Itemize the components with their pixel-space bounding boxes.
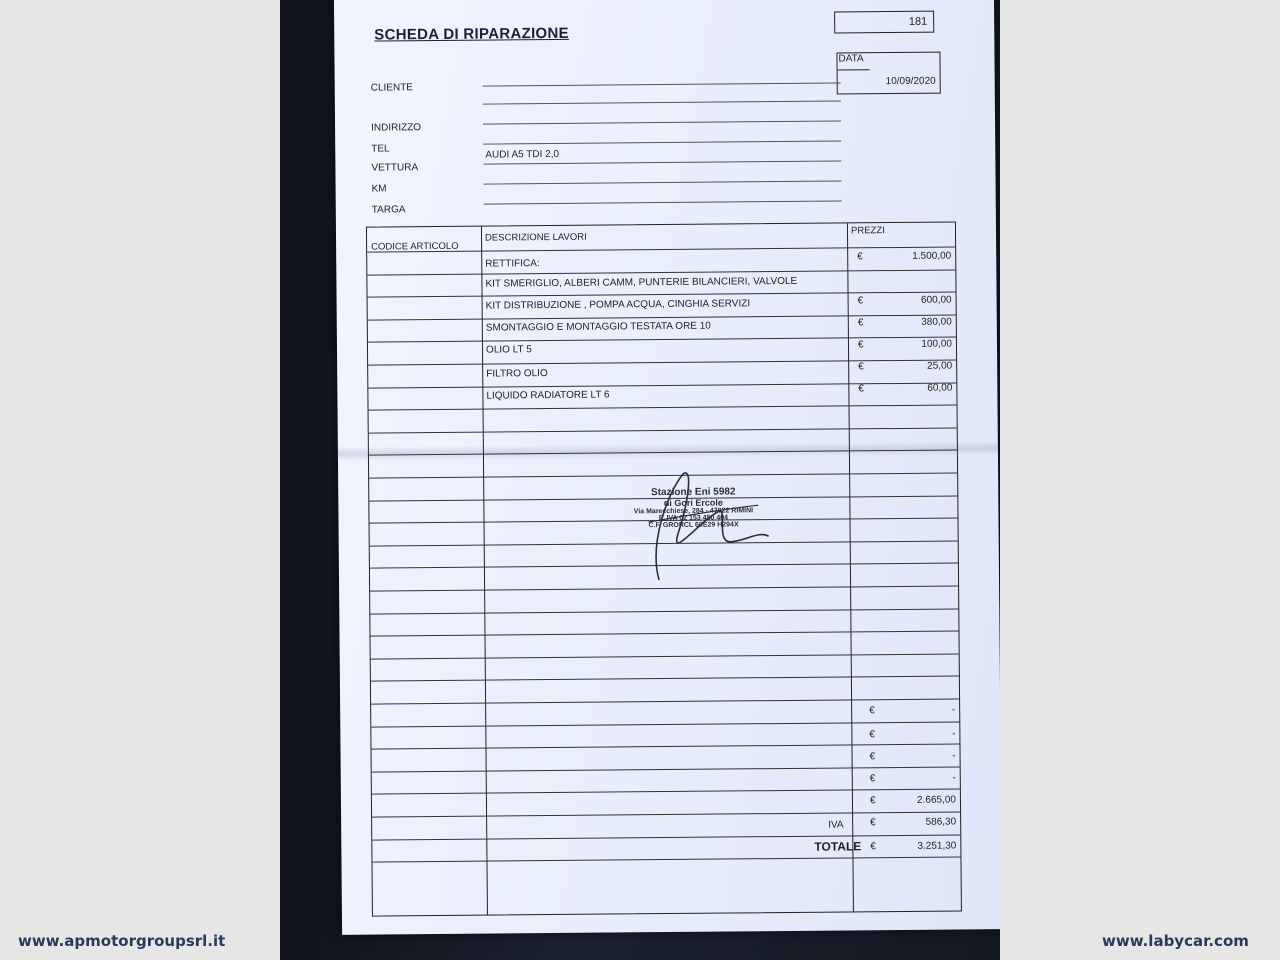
table-rule [371,653,959,659]
item-price: 600,00 [920,294,952,306]
table-rule [372,834,960,840]
totale-label: TOTALE [814,839,862,854]
document-photo [280,0,1000,960]
item-price: 380,00 [921,316,952,328]
euro-sign: € [857,317,864,329]
vettura-line [483,160,841,164]
table-rule [370,608,958,614]
stamp-line: C.F. GRORCL 60E29 H294X [648,521,739,530]
euro-sign: € [858,383,864,395]
description-column-header: DESCRIZIONE LAVORI [484,231,587,244]
item-description: KIT DISTRIBUZIONE , POMPA ACQUA, CINGHIA SERVIZI [485,298,751,312]
item-description: RETTIFICA: [485,258,540,270]
price-column-header: PREZZI [850,225,885,237]
iva-label: IVA [828,819,844,831]
table-rule [371,675,959,681]
stamp-line: Stazione Eni 5982 [650,486,736,499]
repair-sheet [334,0,1000,935]
item-description: SMONTAGGIO E MONTAGGIO TESTATA ORE 10 [485,320,711,334]
signature-icon [588,461,789,593]
tel-line [483,140,841,144]
targa-label: TARGA [371,204,406,216]
stamp-line: di Gori Ercole [663,497,723,509]
right-margin [1000,0,1280,960]
item-price: 1.500,00 [912,250,952,262]
table-rule [371,698,959,704]
empty-price-dash: - [951,728,956,740]
table-rule [368,291,956,297]
cliente-label: CLIENTE [370,82,414,94]
table-rule [372,856,960,862]
targa-line [484,200,842,204]
date-label: DATA [838,53,864,65]
indirizzo-line [483,120,841,124]
stamp-line: P. IVA 02 153 450 404 [658,514,729,523]
euro-sign: € [869,705,875,717]
table-rule [368,382,956,388]
indirizzo-label: INDIRIZZO [371,122,422,134]
table-rule [368,359,956,365]
euro-sign: € [869,751,876,763]
sheet-number: 181 [834,11,934,34]
code-column-header: CODICE ARTICOLO [371,240,459,253]
table-rule [368,336,956,342]
empty-price-dash: - [952,772,956,784]
euro-sign: € [870,817,876,829]
item-description: KIT SMERIGLIO, ALBERI CAMM, PUNTERIE BILANCIERI, VALVOLE [485,275,798,290]
date-label-divider [838,69,870,70]
item-price: 100,00 [921,338,953,350]
table-rule [367,269,955,275]
table-rule [371,743,959,749]
euro-sign: € [869,773,876,785]
left-margin [0,0,280,960]
table-rule [369,404,957,410]
km-label: KM [371,183,387,195]
table-rule [372,766,960,772]
item-description: FILTRO OLIO [486,368,548,380]
table-rule [368,314,956,320]
euro-sign: € [869,729,875,741]
item-price: 25,00 [927,360,953,372]
table-rule [369,427,957,433]
euro-sign: € [858,361,864,373]
euro-sign: € [857,251,863,263]
euro-sign: € [870,841,876,853]
date-value: 10/09/2020 [885,75,936,88]
item-description: LIQUIDO RADIATORE LT 6 [486,389,610,402]
stamp-line: Via Marecchiese, 284 - 47922 RIMINI [633,507,754,516]
table-rule [372,788,960,794]
watermark-left: www.apmotorgroupsrl.it [18,932,226,950]
empty-price-dash: - [951,704,956,716]
empty-price-dash: - [952,750,956,762]
watermark-right: www.labycar.com [1102,932,1249,950]
item-price: 60,00 [927,382,953,394]
iva-value: 586,30 [925,816,957,828]
euro-sign: € [869,795,876,807]
subtotal-value: 2.665,00 [916,794,957,806]
km-line [484,180,842,184]
totale-value: 3.251,30 [917,840,957,852]
cliente-line [483,82,841,86]
date-box [836,52,940,95]
table-rule [369,449,957,455]
table-rule [371,630,959,636]
euro-sign: € [857,339,864,351]
euro-sign: € [857,295,864,307]
tel-label: TEL [371,143,390,155]
price-column-divider [847,223,854,911]
table-rule [371,721,959,727]
vettura-value: AUDI A5 TDI 2,0 [485,148,560,161]
cliente-line-2 [483,100,841,104]
item-description: OLIO LT 5 [485,344,532,356]
vettura-label: VETTURA [371,162,419,174]
sheet-title: SCHEDA DI RIPARAZIONE [374,24,569,44]
